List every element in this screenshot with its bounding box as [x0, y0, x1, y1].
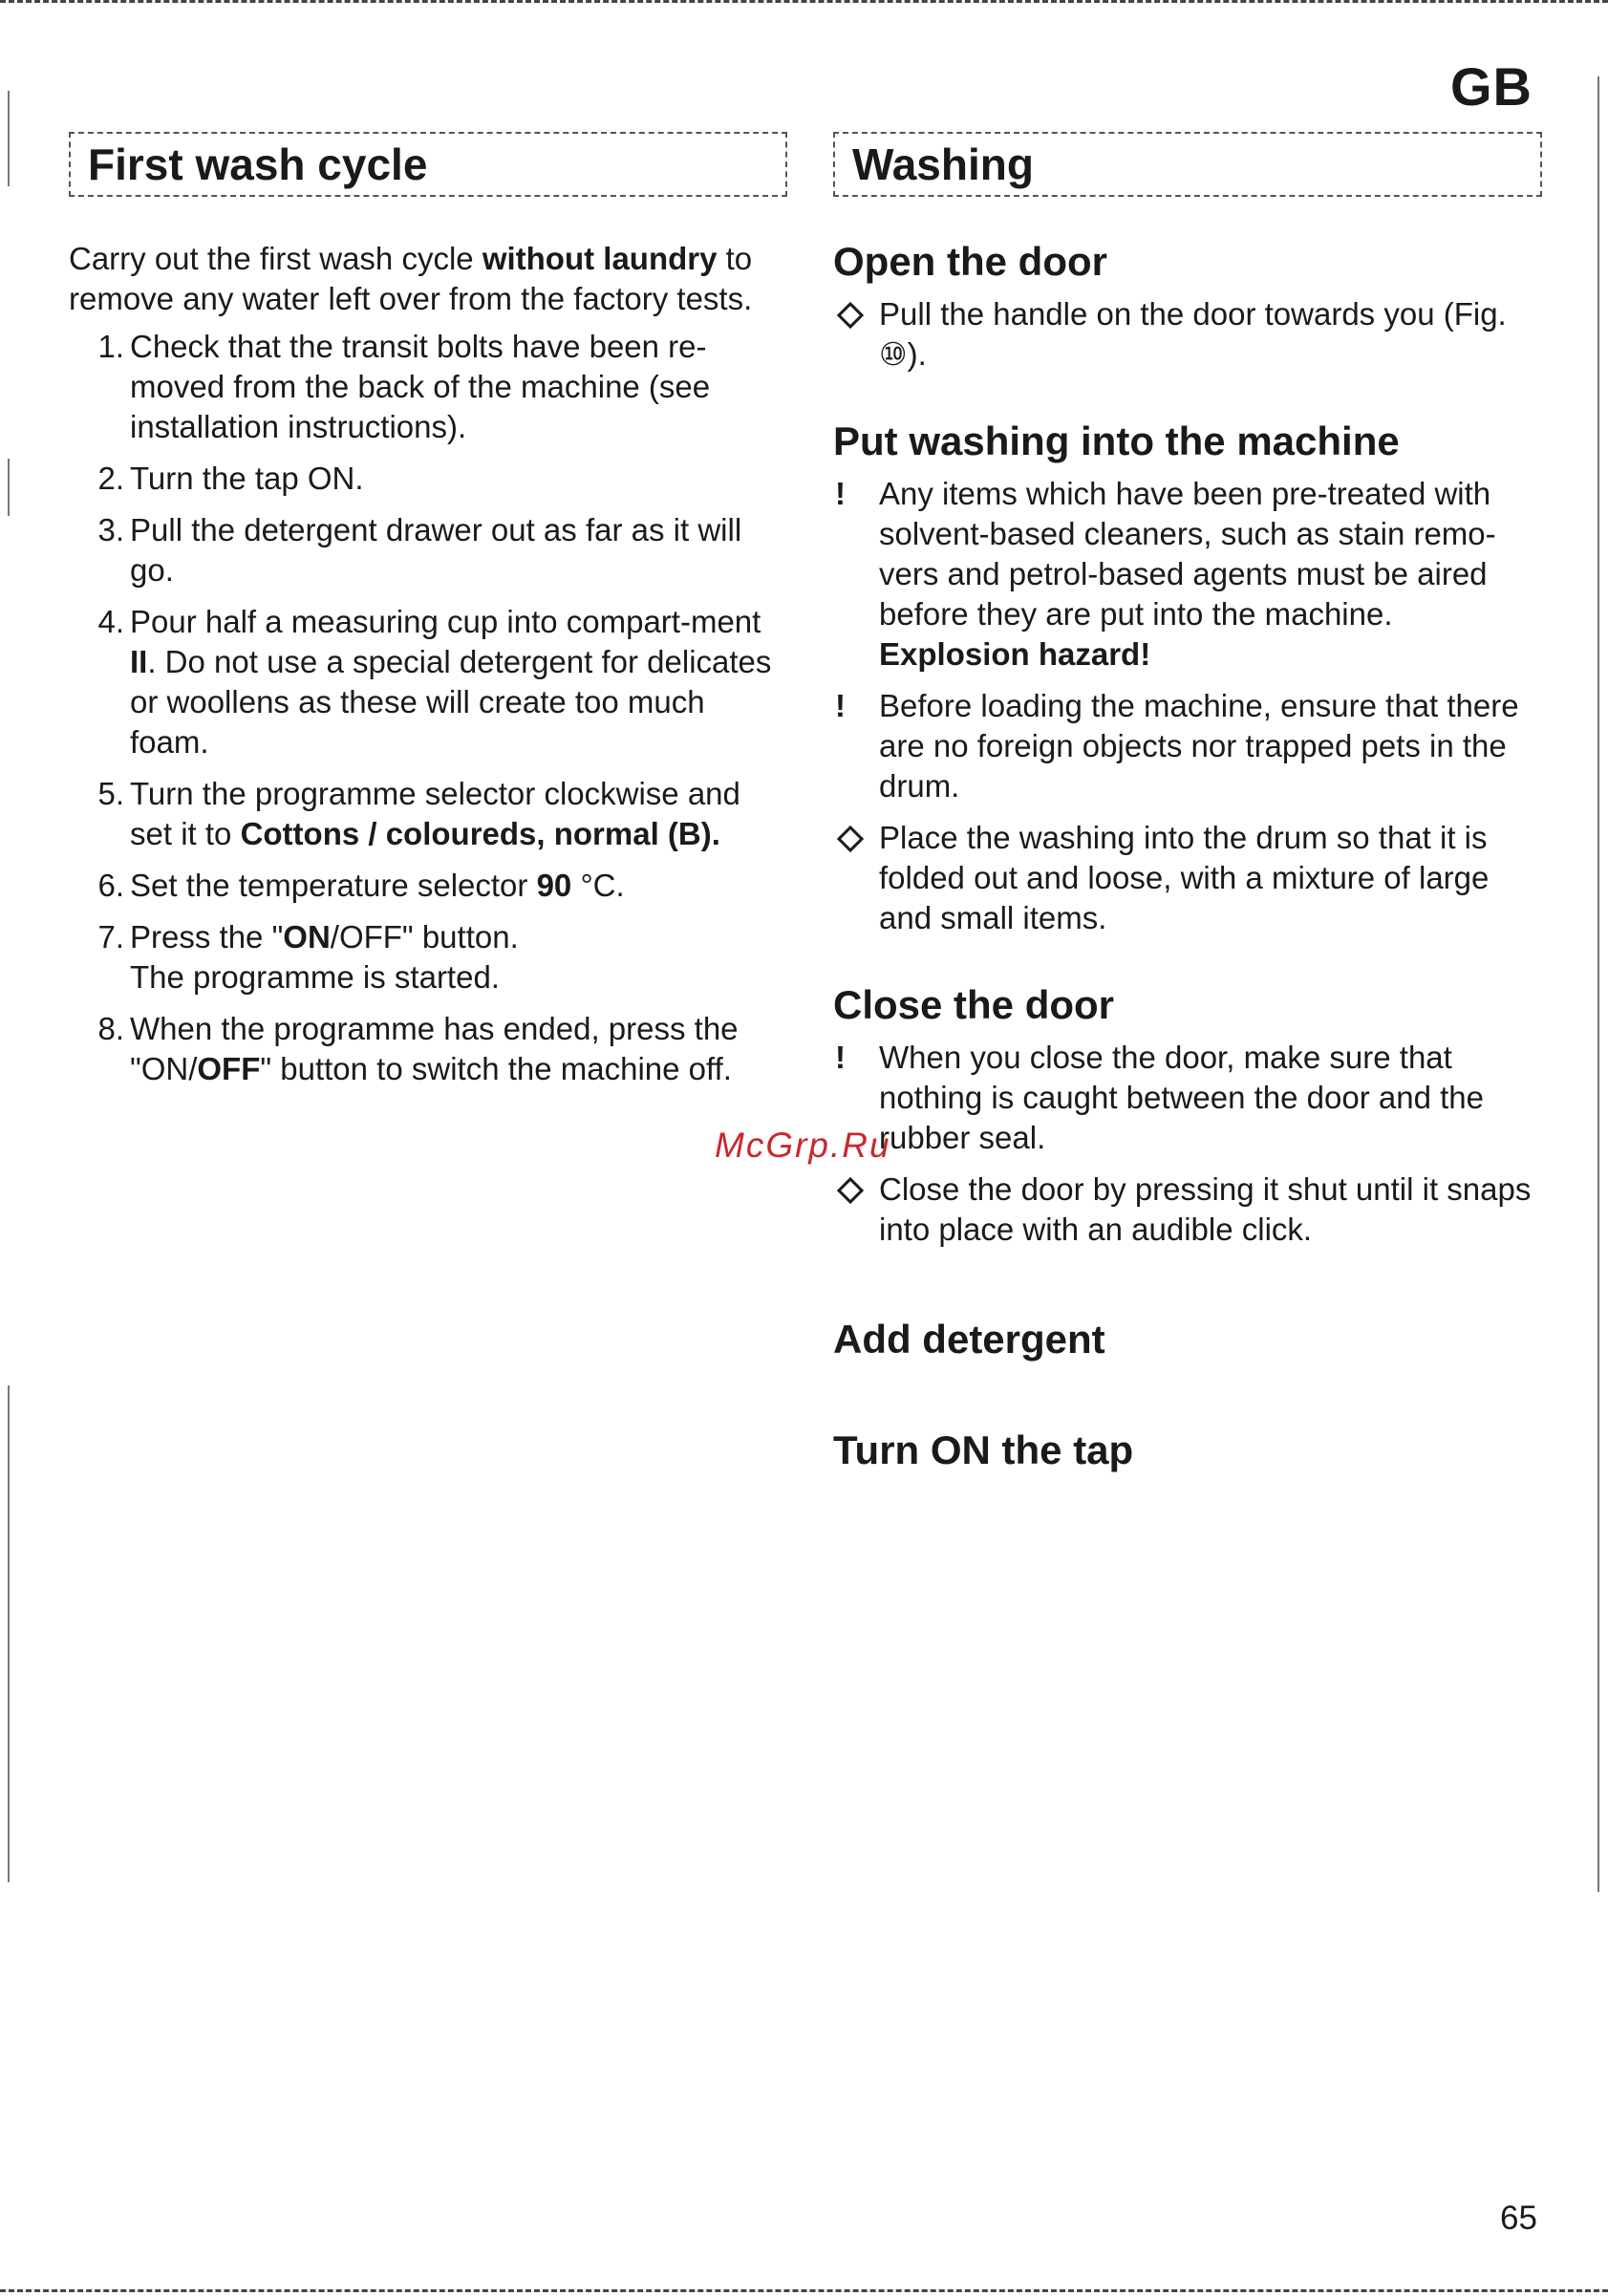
close-door-heading: Close the door	[833, 982, 1115, 1027]
washing-title-box	[833, 132, 1542, 197]
add-detergent-heading: Add detergent	[833, 1317, 1105, 1362]
first-wash-intro: Carry out the first wash cycle without laundry to remove any water left over from the factory tests.	[69, 241, 753, 316]
warning-mark-icon: !	[835, 476, 846, 511]
list-item: 4. Pour half a measuring cup into compart-ment II. Do not use a special detergent for delicates or woollens as these will create too much foam.	[97, 604, 772, 760]
first-wash-column	[69, 132, 776, 1101]
warning-mark-icon: !	[835, 688, 846, 723]
right-bleed-mark	[1597, 76, 1599, 1892]
list-item: 3. Pull the detergent drawer out as far as it will go.	[97, 512, 742, 588]
left-bleed-mark	[8, 1385, 10, 1882]
instruction-item: Close the door by pressing it shut until it snaps into place with an audible click.	[833, 1169, 1540, 1250]
first-wash-steps	[69, 327, 776, 1089]
list-item: 7. Press the "ON/OFF" button. The programme is started.	[97, 919, 519, 995]
page-number: 65	[1500, 2199, 1537, 2237]
instruction-item: Place the washing into the drum so that it is folded out and loose, with a mixture of large and small items.	[833, 818, 1540, 938]
diamond-bullet-icon	[837, 302, 864, 329]
diamond-bullet-icon	[837, 826, 864, 852]
first-wash-title-box	[69, 132, 787, 197]
washing-title: Washing	[852, 139, 1034, 189]
washing-column	[833, 132, 1540, 1483]
list-item: 8. When the programme has ended, press the "ON/OFF" button to switch the machine off.	[97, 1011, 739, 1086]
warning-item: ! When you close the door, make sure that nothing is caught between the door and the rubber seal.	[833, 1038, 1540, 1158]
top-edge-rule	[0, 0, 1608, 7]
warning-item: ! Any items which have been pre-treated with solvent-based cleaners, such as stain remo-vers and petrol-based agents must be aired before they are put into the machine. Explosion hazard!	[833, 474, 1540, 675]
open-door-heading: Open the door	[833, 239, 1107, 284]
language-code: GB	[1450, 56, 1533, 117]
diamond-bullet-icon	[837, 1177, 864, 1204]
put-washing-heading: Put washing into the machine	[833, 418, 1400, 463]
list-item: 6. Set the temperature selector 90 °C.	[97, 868, 625, 903]
warning-mark-icon: !	[835, 1040, 846, 1075]
turn-on-tap-heading: Turn ON the tap	[833, 1427, 1134, 1472]
instruction-item: Pull the handle on the door towards you (Fig. ⑩).	[833, 294, 1540, 375]
warning-item: ! Before loading the machine, ensure that there are no foreign objects nor trapped pets in the drum.	[833, 686, 1540, 806]
left-bleed-mark	[8, 459, 10, 516]
list-item: 1. Check that the transit bolts have been re-moved from the back of the machine (see installation instructions).	[97, 329, 711, 444]
first-wash-title: First wash cycle	[88, 139, 428, 189]
list-item: 5. Turn the programme selector clockwise and set it to Cottons / coloureds, normal (B).	[97, 776, 740, 851]
watermark: McGrp.Ru	[715, 1126, 891, 1165]
list-item: 2. Turn the tap ON.	[97, 461, 364, 496]
left-bleed-mark	[8, 91, 10, 186]
